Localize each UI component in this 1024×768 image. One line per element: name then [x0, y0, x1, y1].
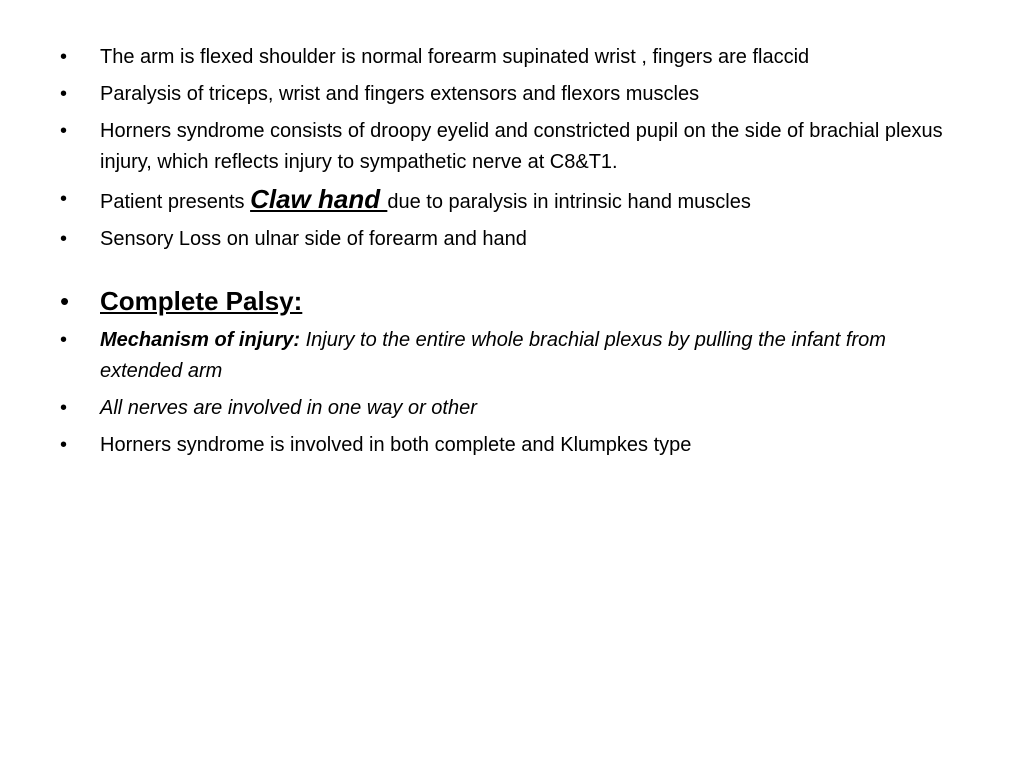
- bullet-item: [60, 393, 960, 424]
- bullet-text-prefix: Patient presents: [100, 191, 251, 213]
- bullet-icon: •: [60, 397, 68, 419]
- bullet-text: All nerves are involved in one way or other: [100, 397, 477, 419]
- bullet-item: [60, 430, 960, 461]
- claw-hand-emphasis: Claw hand: [250, 184, 388, 214]
- bullet-text: Horners syndrome is involved in both complete and Klumpkes type: [100, 434, 692, 456]
- bullet-list: [60, 42, 960, 467]
- bullet-item: [60, 116, 960, 178]
- bullet-text: Horners syndrome consists of droopy eyelid and constricted pupil on the side of brachial plexus injury, which reflects injury to sympathetic nerve at C8&T1.: [100, 120, 943, 173]
- bullet-item: [60, 224, 960, 255]
- bullet-text: The arm is flexed shoulder is normal forearm supinated wrist , fingers are flaccid: [100, 46, 810, 68]
- bullet-icon: •: [60, 83, 68, 105]
- section-heading-item: [60, 283, 960, 319]
- bullet-text-suffix: due to paralysis in intrinsic hand muscles: [387, 191, 751, 213]
- section-heading: Complete Palsy:: [100, 286, 303, 316]
- bullet-icon: •: [60, 188, 68, 210]
- bullet-text: Injury to the entire whole brachial plexus by pulling the infant from extended arm: [100, 329, 886, 382]
- mechanism-label: Mechanism of injury:: [100, 329, 301, 351]
- bullet-icon: •: [60, 120, 68, 142]
- bullet-icon: •: [60, 434, 68, 456]
- bullet-icon: •: [60, 329, 68, 351]
- bullet-text: Sensory Loss on ulnar side of forearm and hand: [100, 228, 527, 250]
- bullet-text: Paralysis of triceps, wrist and fingers extensors and flexors muscles: [100, 83, 700, 105]
- bullet-icon: •: [60, 228, 68, 250]
- bullet-icon: •: [60, 286, 70, 316]
- bullet-icon: •: [60, 46, 68, 68]
- bullet-item: [60, 184, 960, 218]
- bullet-item: [60, 325, 960, 387]
- bullet-item: [60, 79, 960, 110]
- bullet-item: [60, 42, 960, 73]
